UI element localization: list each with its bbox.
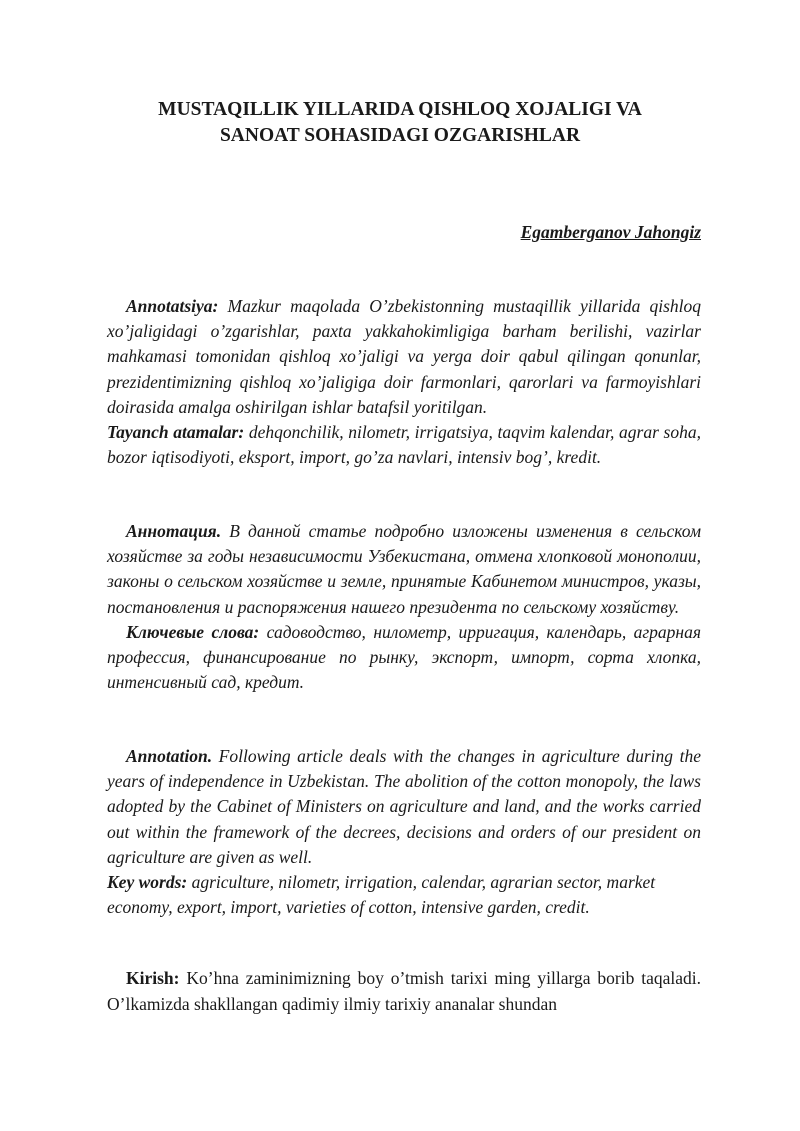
annotation-russian (107, 519, 701, 620)
introduction-paragraph (107, 966, 701, 1017)
introduction-text: Ko’hna zaminimizning boy o’tmish tarixi ming yillarga borib taqaladi. O’lkamizda shakllangan qadimiy ilmiy tarixiy ananalar shundan (107, 968, 701, 1014)
annotation-uzbek-text: Mazkur maqolada O’zbekistonning mustaqillik yillarida qishloq xo’jaligidagi o’zgarishlar, paxta yakkahokimligiga barham berilishi, vazirlar mahkamasi tomonidan qishloq xo’jaligi va yerga doir qabul qilingan qonunlar, prezidentimizning qishloq xo’jaligiga doir farmonlari, qarorlari va farmoyishlari doirasida amalga oshirilgan ishlar batafsil yoritilgan. (107, 296, 701, 417)
keywords-russian-text: садоводство, нилометр, ирригация, календарь, аграрная профессия, финансирование по рынку, экспорт, импорт, сорта хлопка, интенсивный сад, кредит. (107, 621, 701, 693)
annotation-uzbek (107, 294, 701, 420)
abstract-uzbek (107, 294, 701, 470)
author-name: Egamberganov Jahongiz (520, 222, 701, 242)
paper-title (100, 97, 700, 149)
keywords-english-text-1: agriculture, nilometr, irrigation, calendar, agrarian sector, market (187, 872, 656, 893)
annotation-uzbek-label: Annotatsiya: (126, 296, 219, 316)
annotation-russian-text: В данной статье подробно изложены изменения в сельском хозяйстве за годы независимости Узбекистана, отмена хлопковой монополии, законы о сельском хозяйстве и земле, принятые Кабинетом министров, указы, постановления и распоряжения нашего президента по сельскому хозяйству. (107, 521, 701, 617)
annotation-russian-label: Аннотация. (126, 521, 222, 541)
keywords-uzbek-text: dehqonchilik, nilometr, irrigatsiya, taqvim kalendar, agrar soha, bozor iqtisodiyoti, eksport, import, go’za navlari, intensiv bog’, kredit. (107, 422, 701, 468)
paper-title-line-2: SANOAT SOHASIDAGI OZGARISHLAR (219, 125, 581, 146)
abstract-russian (107, 519, 701, 695)
annotation-english-label: Annotation. (126, 746, 213, 766)
keywords-russian (107, 620, 701, 696)
annotation-english-text: Following article deals with the changes in agriculture during the years of independence in Uzbekistan. The abolition of the cotton monopoly, the laws adopted by the Cabinet of Ministers on agriculture and land, and the works carried out within the framework of the decrees, decisions and orders of our president on agriculture are given as well. (107, 746, 701, 867)
abstract-english (107, 744, 701, 920)
introduction-label: Kirish: (126, 968, 180, 988)
keywords-uzbek-label: Tayanch atamalar: (107, 422, 245, 443)
keywords-english-continuation (107, 895, 701, 920)
keywords-english (107, 870, 701, 895)
keywords-russian-label: Ключевые слова: (126, 621, 260, 642)
annotation-english (107, 744, 701, 870)
keywords-uzbek (107, 420, 701, 470)
keywords-english-text-2: economy, export, import, varieties of cotton, intensive garden, credit. (107, 897, 590, 918)
paper-title-line-1: MUSTAQILLIK YILLARIDA QISHLOQ XOJALIGI VA (158, 99, 642, 120)
keywords-english-label: Key words: (107, 872, 188, 893)
